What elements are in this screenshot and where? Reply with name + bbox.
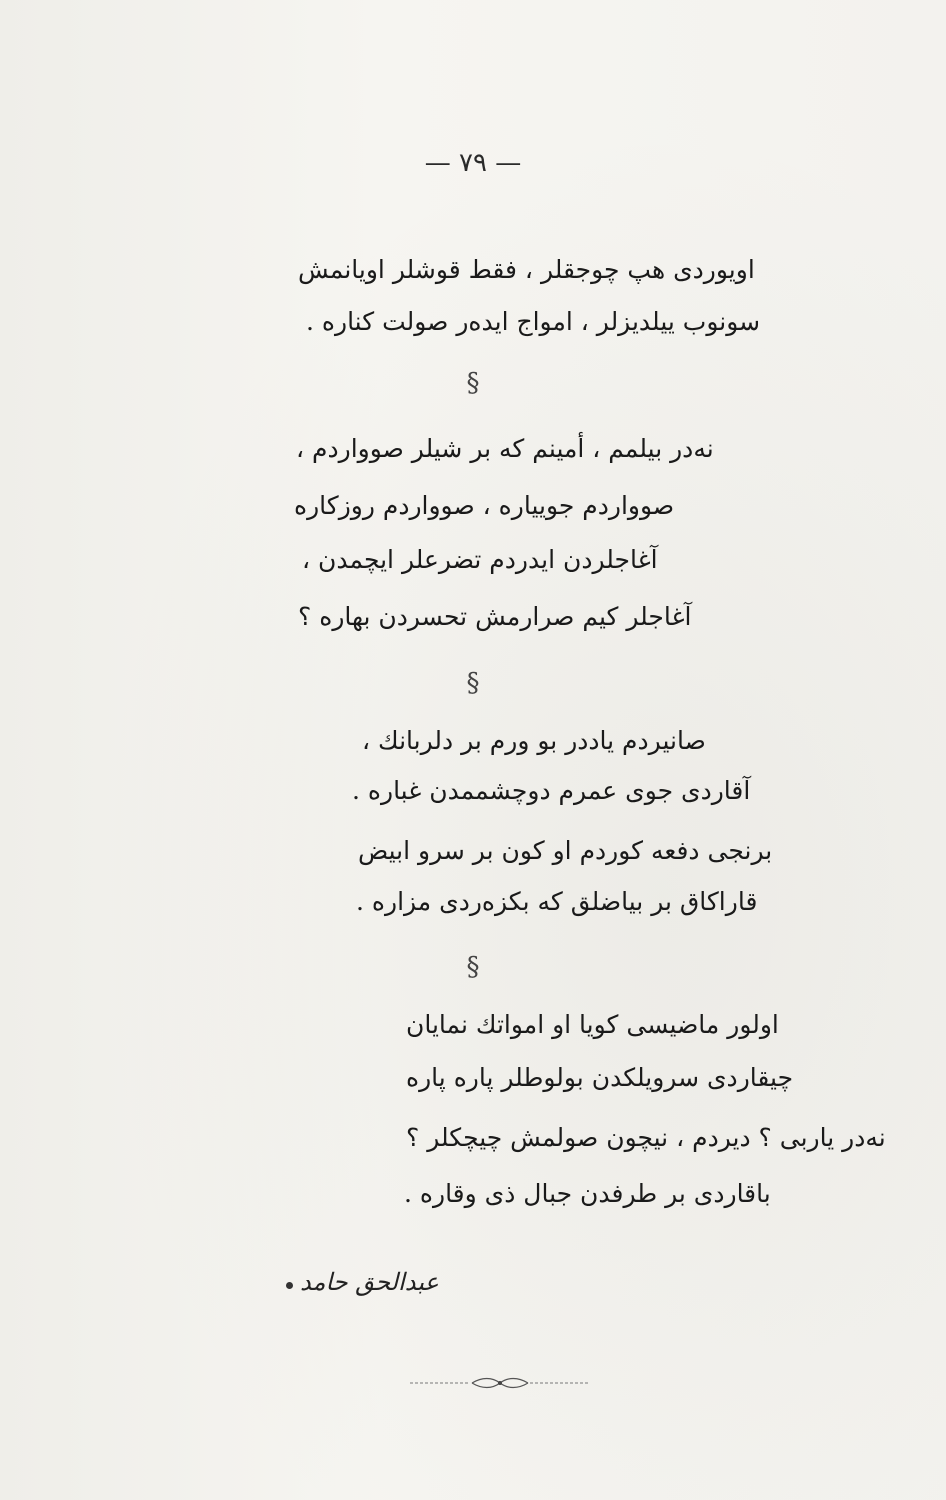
poem-line: چیقاردی سرویلکدن بولوطلر پاره پاره [406,1063,794,1092]
poem-line: آغاجلر کیم صرارمش تحسردن بهاره ؟ [298,602,692,631]
poem-line: نه‌در بیلمم ، أمینم که بر شیلر صوواردم ، [296,434,714,463]
section-mark: § [466,952,480,982]
poem-line: قاراکاق بر بیاضلق که بکزه‌ردی مزاره . [356,887,758,916]
poem-line: اویوردی هپ چوجقلر ، فقط قوشلر اویانمش [298,255,755,284]
poem-line: صوواردم جوییاره ، صوواردم روزکاره [294,491,675,520]
poem-line: اولور ماضیسی کویا او امواتك نمایان [406,1010,779,1039]
poem-line: صانیردم یاددر بو ورم بر دلربانك ، [362,726,706,755]
poem-line: آغاجلردن ایدردم تضرعلر ایچمدن ، [302,545,658,574]
section-mark: § [466,368,480,398]
signature-dot [286,1282,293,1289]
poem-line: برنجی دفعه کوردم او کون بر سرو ابیض [358,836,773,865]
poem-line: باقاردی بر طرفدن جبال ذی وقاره . [404,1179,771,1208]
poem-line: نه‌در یاربی ؟ دیردم ، نیچون صولمش چیچکلر ؟ [406,1123,886,1152]
poem-line: سونوب ییلدیزلر ، امواج ایده‌ر صولت کناره . [306,307,761,336]
poem-line: آقاردی جوی عمرم دوچشممدن غباره . [352,776,751,805]
page-number: — ٧٩ — [424,148,522,178]
author-signature: عبدالحق حامد [300,1268,439,1296]
closing-ornament-icon [410,1376,590,1390]
section-mark: § [466,668,480,698]
